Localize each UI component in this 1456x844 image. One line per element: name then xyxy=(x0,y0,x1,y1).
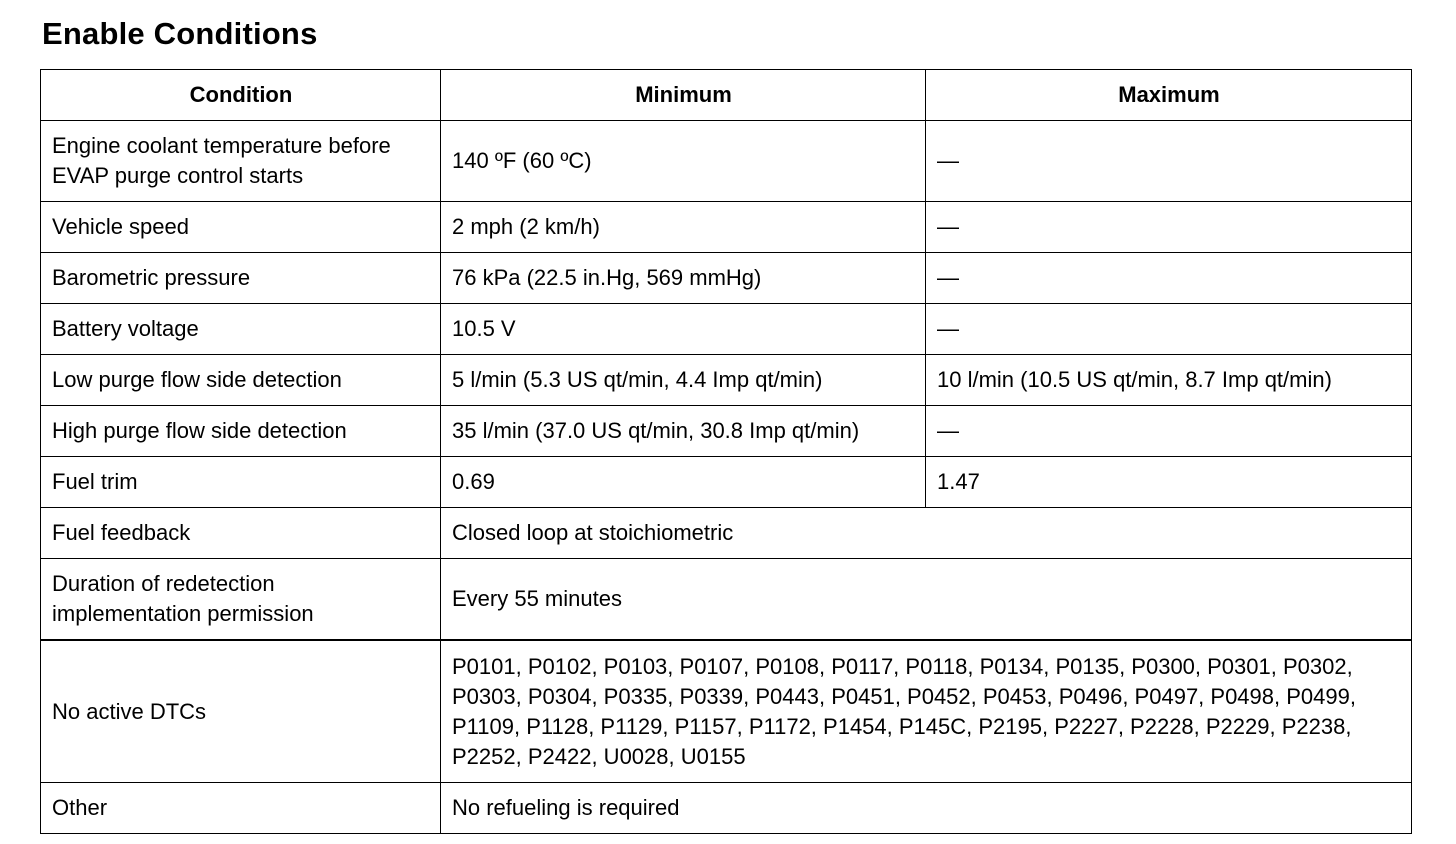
condition-cell: Low purge flow side detection xyxy=(41,355,441,406)
table-row xyxy=(41,559,1412,641)
dtc-list-cell: P0101, P0102, P0103, P0107, P0108, P0117, P0118, P0134, P0135, P0300, P0301, P0302, P0303, P0304, P0335, P0339, P0443, P0451, P0452, P0453, P0496, P0497, P0498, P0499, P1109, P1128, P1129, P1157, P1172, P1454, P145C, P2195, P2227, P2228, P2229, P2238, P2252, P2422, U0028, U0155 xyxy=(441,640,1412,783)
table-row xyxy=(41,202,1412,253)
header-condition: Condition xyxy=(41,70,441,121)
minimum-cell: 76 kPa (22.5 in.Hg, 569 mmHg) xyxy=(441,253,926,304)
header-maximum: Maximum xyxy=(926,70,1412,121)
table-row xyxy=(41,457,1412,508)
condition-cell: Battery voltage xyxy=(41,304,441,355)
maximum-cell: 1.47 xyxy=(926,457,1412,508)
condition-cell: High purge flow side detection xyxy=(41,406,441,457)
table-row xyxy=(41,783,1412,834)
condition-cell: Other xyxy=(41,783,441,834)
table-row xyxy=(41,253,1412,304)
maximum-cell: — xyxy=(926,202,1412,253)
minimum-cell: 10.5 V xyxy=(441,304,926,355)
enable-conditions-table xyxy=(40,69,1412,834)
table-row xyxy=(41,406,1412,457)
minimum-cell: 35 l/min (37.0 US qt/min, 30.8 Imp qt/min) xyxy=(441,406,926,457)
maximum-cell: — xyxy=(926,253,1412,304)
maximum-cell: 10 l/min (10.5 US qt/min, 8.7 Imp qt/min) xyxy=(926,355,1412,406)
minimum-cell: 0.69 xyxy=(441,457,926,508)
minimum-cell: 140 ºF (60 ºC) xyxy=(441,121,926,202)
condition-cell: Fuel feedback xyxy=(41,508,441,559)
header-minimum: Minimum xyxy=(441,70,926,121)
condition-cell: Engine coolant temperature before EVAP purge control starts xyxy=(41,121,441,202)
minimum-cell: 2 mph (2 km/h) xyxy=(441,202,926,253)
minimum-cell: 5 l/min (5.3 US qt/min, 4.4 Imp qt/min) xyxy=(441,355,926,406)
page-title: Enable Conditions xyxy=(42,16,318,51)
table-row xyxy=(41,640,1412,783)
table-row xyxy=(41,355,1412,406)
value-cell: No refueling is required xyxy=(441,783,1412,834)
table-row xyxy=(41,304,1412,355)
value-cell: Every 55 minutes xyxy=(441,559,1412,641)
table-row xyxy=(41,121,1412,202)
condition-cell: No active DTCs xyxy=(41,640,441,783)
table-row xyxy=(41,508,1412,559)
condition-cell: Fuel trim xyxy=(41,457,441,508)
maximum-cell: — xyxy=(926,304,1412,355)
table-header-row xyxy=(41,70,1412,121)
value-cell: Closed loop at stoichiometric xyxy=(441,508,1412,559)
maximum-cell: — xyxy=(926,121,1412,202)
condition-cell: Vehicle speed xyxy=(41,202,441,253)
condition-cell: Duration of redetection implementation permission xyxy=(41,559,441,641)
maximum-cell: — xyxy=(926,406,1412,457)
condition-cell: Barometric pressure xyxy=(41,253,441,304)
